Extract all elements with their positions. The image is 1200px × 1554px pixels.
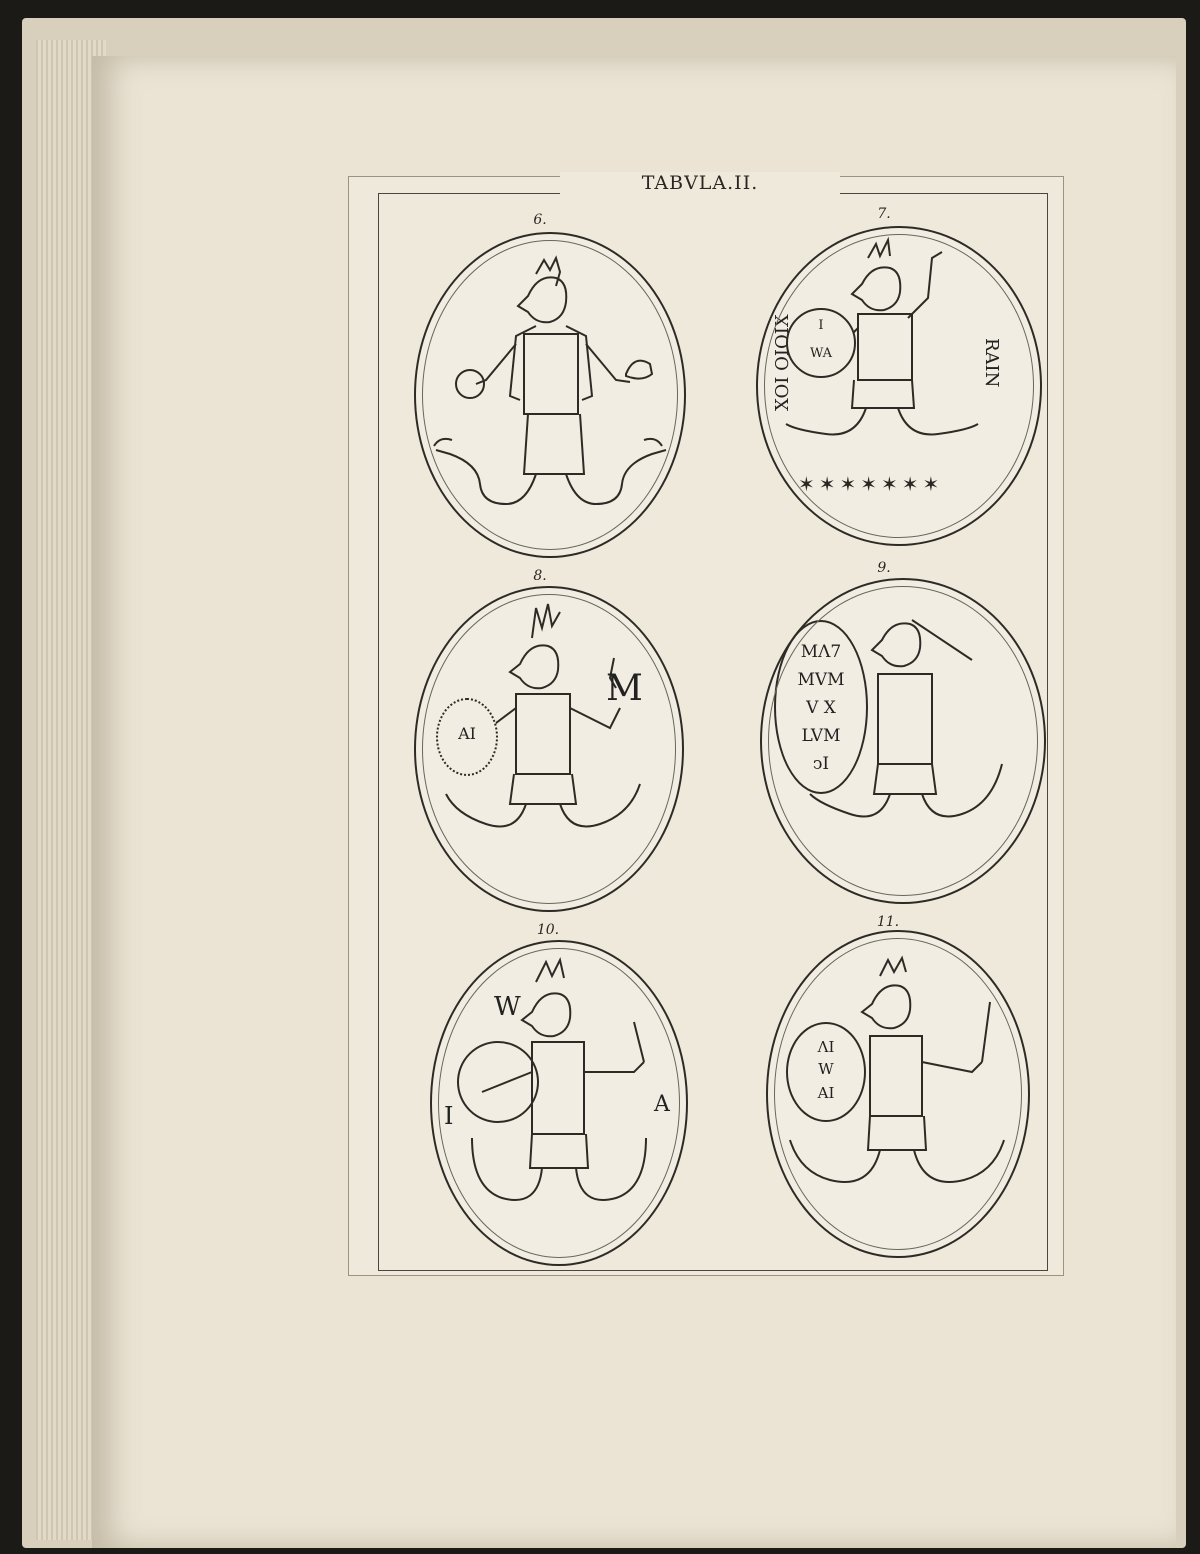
figure-9-shield-line-5: ↄI — [812, 754, 830, 774]
figure-9-shield-line-2: MVM — [797, 670, 845, 690]
figure-11-shield — [786, 1022, 866, 1122]
figure-8-number: 8. — [533, 568, 547, 584]
figure-9-shield-line-4: LVM — [801, 726, 841, 746]
figure-11-shield-mid-text: W — [818, 1060, 834, 1078]
cock-headed-figure-10-engraving — [432, 942, 686, 1264]
figure-7-shield-top-text: I — [818, 318, 824, 333]
figure-9-gem — [760, 578, 1046, 904]
figure-9-shield — [774, 620, 868, 794]
cock-headed-figure-6-engraving — [416, 234, 684, 556]
figure-7-number: 7. — [877, 206, 891, 222]
cock-headed-figure-8-engraving — [416, 588, 682, 910]
figure-8-wreath-text: AI — [458, 724, 476, 743]
figure-10-number: 10. — [536, 922, 560, 938]
figure-8-gem — [414, 586, 684, 912]
figure-9-shield-line-3: V X — [806, 698, 836, 718]
figure-7-shield-bottom-text: WA — [809, 346, 833, 361]
figure-10-gem — [430, 940, 688, 1266]
figure-9-number: 9. — [877, 560, 891, 576]
figure-9-shield-line-1: MΛ7 — [800, 642, 842, 662]
cock-headed-figure-11-engraving — [768, 932, 1028, 1256]
figure-7-star-row: ✶✶✶✶✶✶✶ — [798, 472, 944, 496]
figure-8-side-mark: M — [606, 668, 643, 709]
figure-7-left-legend: XOI OIOIX — [772, 314, 793, 412]
figure-11-shield-bottom-text: AI — [817, 1084, 835, 1102]
figure-11-number: 11. — [876, 914, 900, 930]
figure-6-gem — [414, 232, 686, 558]
figure-6-number: 6. — [533, 212, 547, 228]
figure-11-gem — [766, 930, 1030, 1258]
plate-title: TABVLA.II. — [560, 172, 840, 194]
figure-10-top-mark: W — [494, 992, 521, 1022]
figure-10-left-letter: I — [444, 1102, 454, 1130]
figure-10-right-letter: A — [654, 1092, 670, 1117]
figure-11-shield-top-text: ΛI — [817, 1038, 835, 1056]
figure-8-wreath — [436, 698, 498, 776]
figure-7-right-legend: RAIN — [981, 338, 1002, 388]
figure-7-shield — [786, 308, 856, 378]
figure-7-gem — [756, 226, 1042, 546]
